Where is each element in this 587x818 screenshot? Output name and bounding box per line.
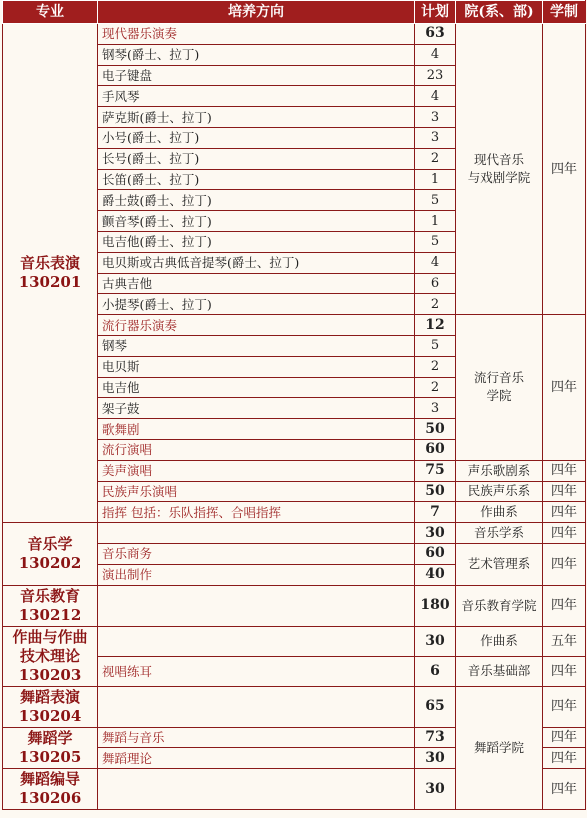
plan-cell: 73 xyxy=(415,727,456,748)
dept-cell: 音乐教育学院 xyxy=(456,585,543,626)
plan-cell: 1 xyxy=(415,211,456,232)
direction-cell: 指挥 包括：乐队指挥、合唱指挥 xyxy=(98,502,415,523)
duration-cell: 四年 xyxy=(543,502,586,523)
direction-cell xyxy=(98,523,415,544)
direction-cell: 爵士鼓(爵士、拉丁) xyxy=(98,190,415,211)
dept-cell: 艺术管理系 xyxy=(456,543,543,585)
table-row xyxy=(3,24,586,45)
plan-cell: 5 xyxy=(415,335,456,356)
plan-cell: 1 xyxy=(415,169,456,190)
direction-cell: 长笛(爵士、拉丁) xyxy=(98,169,415,190)
dept-cell: 流行音乐 学院 xyxy=(456,315,543,461)
direction-cell: 歌舞剧 xyxy=(98,419,415,440)
plan-cell: 3 xyxy=(415,107,456,128)
duration-cell: 四年 xyxy=(543,24,586,315)
plan-cell: 4 xyxy=(415,252,456,273)
major-cell: 音乐教育 130212 xyxy=(3,585,98,626)
plan-cell: 5 xyxy=(415,190,456,211)
direction-cell: 舞蹈与音乐 xyxy=(98,727,415,748)
dept-cell: 作曲系 xyxy=(456,502,543,523)
plan-cell: 3 xyxy=(415,127,456,148)
direction-cell: 美声演唱 xyxy=(98,460,415,481)
plan-cell: 63 xyxy=(415,24,456,45)
direction-cell: 电吉他(爵士、拉丁) xyxy=(98,231,415,252)
major-cell: 音乐学 130202 xyxy=(3,523,98,585)
direction-cell: 现代器乐演奏 xyxy=(98,24,415,45)
plan-cell: 30 xyxy=(415,626,456,656)
direction-cell: 萨克斯(爵士、拉丁) xyxy=(98,107,415,128)
plan-cell: 23 xyxy=(415,65,456,86)
duration-cell: 四年 xyxy=(543,769,586,810)
duration-cell: 五年 xyxy=(543,626,586,656)
direction-cell: 视唱练耳 xyxy=(98,656,415,686)
enrollment-plan-table xyxy=(2,0,586,810)
direction-cell xyxy=(98,626,415,656)
dept-cell: 现代音乐 与戏剧学院 xyxy=(456,24,543,315)
direction-cell: 音乐商务 xyxy=(98,543,415,564)
duration-cell: 四年 xyxy=(543,686,586,727)
major-cell: 作曲与作曲 技术理论 130203 xyxy=(3,626,98,686)
plan-cell: 60 xyxy=(415,439,456,460)
plan-cell: 6 xyxy=(415,656,456,686)
duration-cell: 四年 xyxy=(543,460,586,481)
direction-cell: 舞蹈理论 xyxy=(98,748,415,769)
header-duration: 学制 xyxy=(543,1,586,24)
plan-cell: 2 xyxy=(415,377,456,398)
dept-cell: 舞蹈学院 xyxy=(456,686,543,810)
header-dept: 院(系、部) xyxy=(456,1,543,24)
plan-cell: 2 xyxy=(415,294,456,315)
plan-cell: 60 xyxy=(415,543,456,564)
major-cell: 舞蹈学 130205 xyxy=(3,727,98,769)
table-row xyxy=(3,686,586,727)
duration-cell: 四年 xyxy=(543,727,586,748)
duration-cell: 四年 xyxy=(543,523,586,544)
duration-cell: 四年 xyxy=(543,656,586,686)
direction-cell: 电贝斯 xyxy=(98,356,415,377)
plan-cell: 2 xyxy=(415,356,456,377)
plan-cell: 6 xyxy=(415,273,456,294)
header-plan: 计划 xyxy=(415,1,456,24)
direction-cell: 颤音琴(爵士、拉丁) xyxy=(98,211,415,232)
plan-cell: 40 xyxy=(415,564,456,585)
table-row xyxy=(3,626,586,656)
plan-cell: 5 xyxy=(415,231,456,252)
direction-cell: 电子键盘 xyxy=(98,65,415,86)
direction-cell: 流行器乐演奏 xyxy=(98,315,415,336)
plan-cell: 75 xyxy=(415,460,456,481)
direction-cell: 长号(爵士、拉丁) xyxy=(98,148,415,169)
plan-cell: 2 xyxy=(415,148,456,169)
major-cell: 舞蹈编导 130206 xyxy=(3,769,98,810)
header-direction: 培养方向 xyxy=(98,1,415,24)
table-row xyxy=(3,585,586,626)
plan-cell: 7 xyxy=(415,502,456,523)
direction-cell xyxy=(98,769,415,810)
direction-cell: 古典吉他 xyxy=(98,273,415,294)
header-row xyxy=(3,1,586,24)
plan-cell: 12 xyxy=(415,315,456,336)
plan-cell: 4 xyxy=(415,44,456,65)
duration-cell: 四年 xyxy=(543,543,586,585)
dept-cell: 民族声乐系 xyxy=(456,481,543,502)
plan-cell: 30 xyxy=(415,769,456,810)
duration-cell: 四年 xyxy=(543,315,586,461)
plan-cell: 4 xyxy=(415,86,456,107)
duration-cell: 四年 xyxy=(543,748,586,769)
duration-cell: 四年 xyxy=(543,481,586,502)
plan-cell: 65 xyxy=(415,686,456,727)
major-cell: 舞蹈表演 130204 xyxy=(3,686,98,727)
plan-cell: 50 xyxy=(415,481,456,502)
table-row xyxy=(3,523,586,544)
direction-cell: 架子鼓 xyxy=(98,398,415,419)
direction-cell: 电吉他 xyxy=(98,377,415,398)
plan-cell: 50 xyxy=(415,419,456,440)
direction-cell: 小号(爵士、拉丁) xyxy=(98,127,415,148)
direction-cell xyxy=(98,686,415,727)
direction-cell: 手风琴 xyxy=(98,86,415,107)
plan-cell: 30 xyxy=(415,523,456,544)
dept-cell: 音乐学系 xyxy=(456,523,543,544)
plan-cell: 30 xyxy=(415,748,456,769)
direction-cell: 钢琴(爵士、拉丁) xyxy=(98,44,415,65)
duration-cell: 四年 xyxy=(543,585,586,626)
dept-cell: 音乐基础部 xyxy=(456,656,543,686)
direction-cell: 流行演唱 xyxy=(98,439,415,460)
direction-cell: 民族声乐演唱 xyxy=(98,481,415,502)
dept-cell: 作曲系 xyxy=(456,626,543,656)
plan-cell: 180 xyxy=(415,585,456,626)
direction-cell: 电贝斯或古典低音提琴(爵士、拉丁) xyxy=(98,252,415,273)
header-major: 专业 xyxy=(3,1,98,24)
direction-cell xyxy=(98,585,415,626)
direction-cell: 钢琴 xyxy=(98,335,415,356)
dept-cell: 声乐歌剧系 xyxy=(456,460,543,481)
plan-cell: 3 xyxy=(415,398,456,419)
direction-cell: 小提琴(爵士、拉丁) xyxy=(98,294,415,315)
major-cell: 音乐表演 130201 xyxy=(3,24,98,523)
direction-cell: 演出制作 xyxy=(98,564,415,585)
